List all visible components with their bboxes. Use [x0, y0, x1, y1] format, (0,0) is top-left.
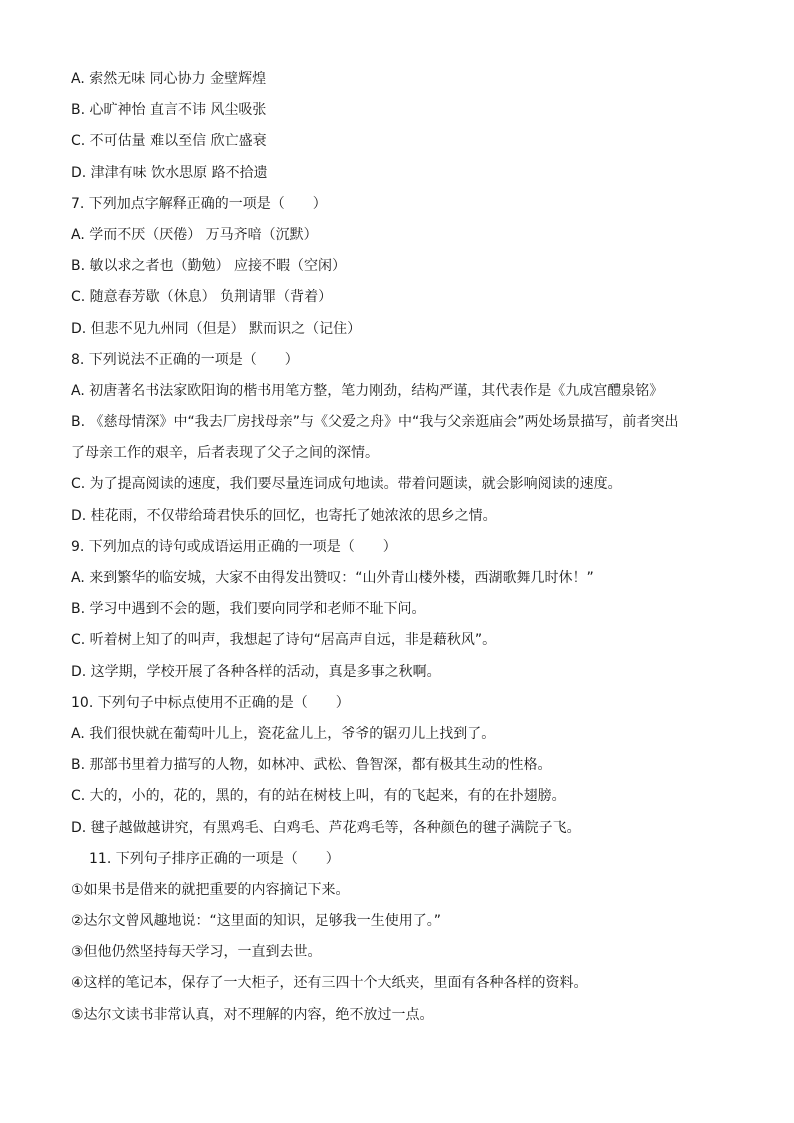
q9-option-d: D. 这学期，学校开展了各种各样的活动，真是多事之秋啊。 [71, 663, 441, 680]
q6-option-c: C. 不可估量 难以至信 欣亡盛衰 [71, 133, 267, 150]
q11-sentence-3: ③但他仍然坚持每天学习，一直到去世。 [71, 944, 322, 961]
q10-question: 10. 下列句子中标点使用不正确的是（ ） [71, 694, 350, 711]
q10-option-d: D. 毽子越做越讲究，有黑鸡毛、白鸡毛、芦花鸡毛等，各种颜色的毽子满院子飞。 [71, 819, 581, 836]
q11-sentence-2: ②达尔文曾风趣地说：“这里面的知识，足够我一生使用了。” [71, 913, 442, 930]
q7-option-b: B. 敏以求之者也（勤勉） 应接不暇（空闲） [71, 258, 346, 275]
q8-option-a: A. 初唐著名书法家欧阳询的楷书用笔方整，笔力刚劲，结构严谨，其代表作是《九成宫醴泉铭》 [71, 382, 664, 399]
q7-option-a: A. 学而不厌（厌倦） 万马齐喑（沉默） [71, 226, 318, 243]
q10-option-b: B. 那部书里着力描写的人物，如林冲、武松、鲁智深，都有极其生动的性格。 [71, 757, 552, 774]
q6-option-a: A. 索然无味 同心协力 金壁辉煌 [71, 71, 267, 87]
q11-sentence-5: ⑤达尔文读书非常认真，对不理解的内容，绝不放过一点。 [71, 1006, 434, 1023]
q8-option-c: C. 为了提高阅读的速度，我们要尽量连词成句地读。带着问题读，就会影响阅读的速度。 [71, 476, 622, 493]
q8-question: 8. 下列说法不正确的一项是（ ） [71, 351, 299, 368]
q8-option-d: D. 桂花雨，不仅带给琦君快乐的回忆，也寄托了她浓浓的思乡之情。 [71, 507, 497, 524]
q9-option-b: B. 学习中遇到不会的题，我们要向同学和老师不耻下问。 [71, 601, 426, 618]
q11-sentence-4: ④这样的笔记本，保存了一大柜子，还有三四十个大纸夹，里面有各种各样的资料。 [71, 975, 588, 992]
q6-option-b: B. 心旷神怡 直言不讳 风尘吸张 [71, 102, 267, 119]
q8-option-b-continued: 了母亲工作的艰辛，后者表现了父子之间的深情。 [71, 445, 379, 462]
q10-option-c: C. 大的，小的，花的，黑的，有的站在树枝上叫，有的飞起来，有的在扑翅膀。 [71, 788, 566, 805]
q9-question: 9. 下列加点的诗句或成语运用正确的一项是（ ） [71, 538, 397, 555]
q11-sentence-1: ①如果书是借来的就把重要的内容摘记下来。 [71, 881, 350, 898]
q11-question: 11. 下列句子排序正确的一项是（ ） [89, 850, 340, 867]
q7-option-c: C. 随意春芳歇（休息） 负荆请罪（背着） [71, 289, 333, 306]
q8-option-b: B. 《慈母情深》中“我去厂房找母亲”与《父爱之舟》中“我与父亲逛庙会”两处场景描写，前者突出 [71, 414, 679, 431]
q9-option-a: A. 来到繁华的临安城，大家不由得发出赞叹：“山外青山楼外楼，西湖歌舞几时休！” [71, 570, 594, 586]
q10-option-a: A. 我们很快就在葡萄叶儿上，瓷花盆儿上，爷爷的锯刃儿上找到了。 [71, 725, 496, 742]
q7-question: 7. 下列加点字解释正确的一项是（ ） [71, 195, 327, 212]
q7-option-d: D. 但悲不见九州同（但是） 默而识之（记住） [71, 320, 362, 337]
q9-option-c: C. 听着树上知了的叫声，我想起了诗句“居高声自远，非是藉秋风”。 [71, 632, 497, 649]
q6-option-d: D. 津津有味 饮水思原 路不拾遗 [71, 164, 268, 181]
